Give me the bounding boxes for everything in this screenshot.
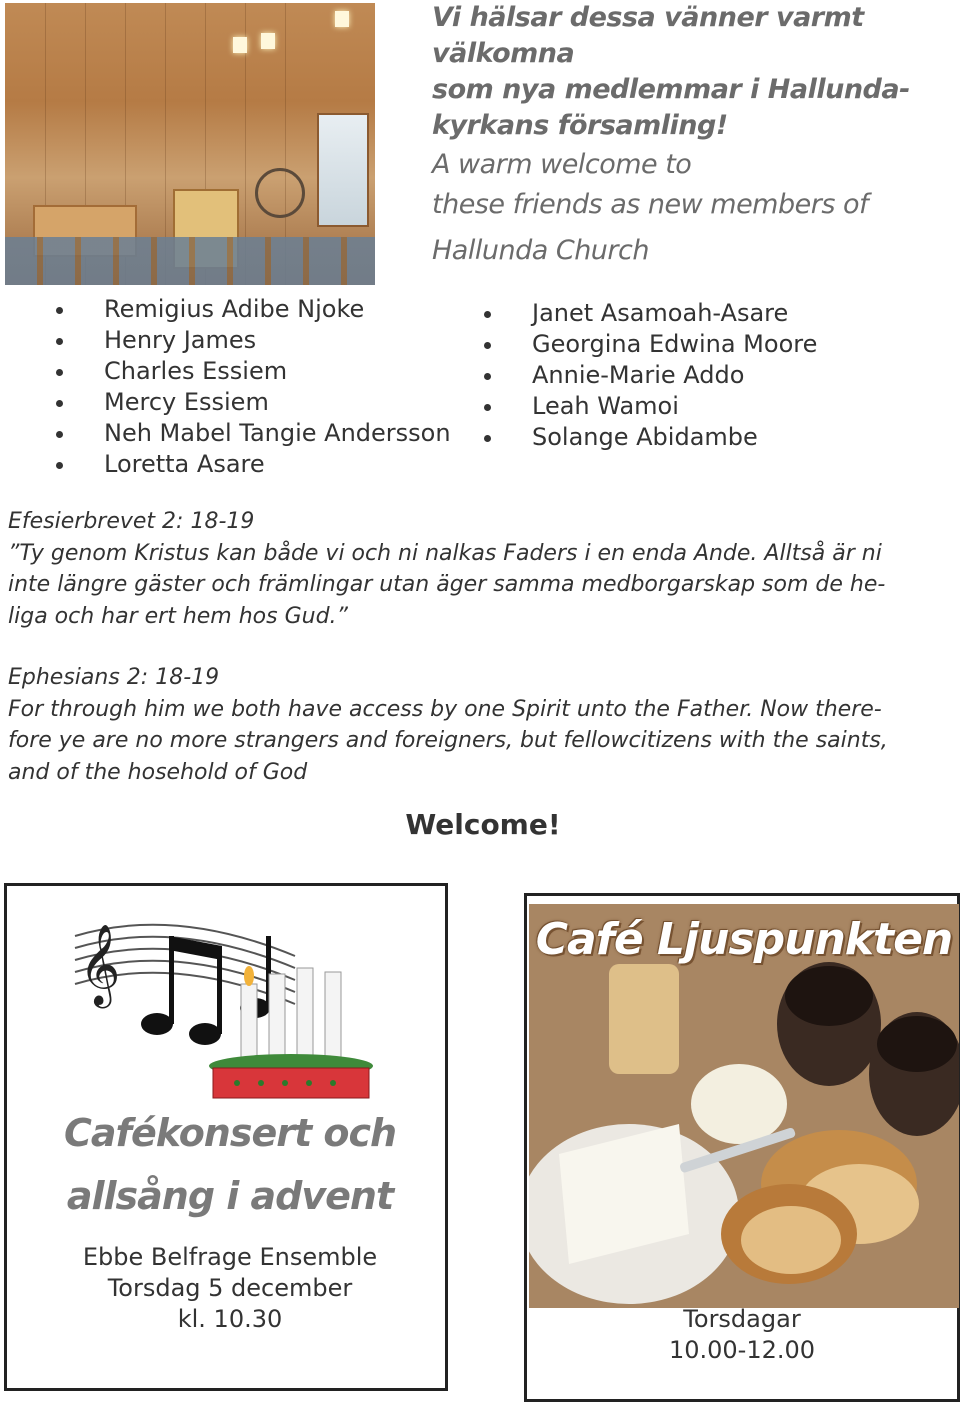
church-interior-photo — [5, 3, 375, 285]
member-name: Solange Abidambe — [484, 422, 817, 453]
scripture-line: inte längre gäster och främlingar utan äger samma medborgarskap som de he- — [8, 572, 886, 597]
concert-title-line: Cafékonsert och — [63, 1111, 397, 1155]
member-name: Remigius Adibe Njoke — [56, 294, 451, 325]
new-members-list-left — [56, 294, 451, 480]
concert-details — [7, 1242, 453, 1335]
cafe-details — [527, 1304, 957, 1366]
cafe-day: Torsdagar — [683, 1305, 801, 1333]
scripture-reference: Ephesians 2: 18-19 — [8, 665, 220, 690]
welcome-en-line: A warm welcome to — [432, 149, 692, 180]
cafe-hours: 10.00-12.00 — [668, 1336, 816, 1364]
welcome-en-line: these friends as new members of — [432, 189, 869, 220]
scripture-swedish — [8, 506, 958, 632]
member-name: Leah Wamoi — [484, 391, 817, 422]
cafe-title: Café Ljuspunkten — [535, 914, 953, 965]
scripture-line: fore ye are no more strangers and foreigners, but fellowcitizens with the saints, — [8, 728, 888, 753]
member-name: Charles Essiem — [56, 356, 451, 387]
concert-time: kl. 10.30 — [177, 1305, 283, 1333]
member-name: Neh Mabel Tangie Andersson — [56, 418, 451, 449]
scripture-english — [8, 662, 958, 788]
welcome-sv-line: som nya medlemmar i Hallunda- — [432, 74, 910, 105]
welcome-swedish — [432, 0, 952, 144]
member-name: Georgina Edwina Moore — [484, 329, 817, 360]
concert-title — [7, 1102, 453, 1228]
cafe-announcement — [524, 893, 960, 1402]
member-name: Loretta Asare — [56, 449, 451, 480]
member-name: Henry James — [56, 325, 451, 356]
svg-text:𝄞: 𝄞 — [79, 923, 121, 1005]
member-name: Annie-Marie Addo — [484, 360, 817, 391]
scripture-line: For through him we both have access by one Spirit unto the Father. Now there- — [8, 696, 882, 722]
concert-date: Torsdag 5 december — [107, 1274, 353, 1302]
welcome-sv-line: Vi hälsar dessa vänner varmt välkomna — [432, 2, 864, 69]
scripture-reference: Efesierbrevet 2: 18-19 — [8, 509, 255, 534]
concert-announcement — [4, 883, 448, 1391]
welcome-heading: Welcome! — [405, 808, 561, 841]
concert-performer: Ebbe Belfrage Ensemble — [82, 1243, 378, 1271]
welcome-english — [432, 145, 952, 271]
scripture-line: liga och har ert hem hos Gud.” — [8, 603, 348, 629]
member-name: Janet Asamoah-Asare — [484, 298, 817, 329]
welcome-sv-line: kyrkans församling! — [432, 110, 728, 141]
member-name: Mercy Essiem — [56, 387, 451, 418]
concert-title-line: allsång i advent — [66, 1174, 394, 1218]
music-candles-illustration — [65, 896, 385, 1106]
welcome-en-line: Hallunda Church — [432, 235, 649, 266]
scripture-line: ”Ty genom Kristus kan både vi och ni nalkas Faders i en enda Ande. Alltså är ni — [8, 540, 882, 566]
cafe-coffee-bread-photo — [529, 904, 959, 1308]
scripture-line: and of the hosehold of God — [8, 759, 308, 785]
new-members-list-right — [484, 298, 817, 453]
